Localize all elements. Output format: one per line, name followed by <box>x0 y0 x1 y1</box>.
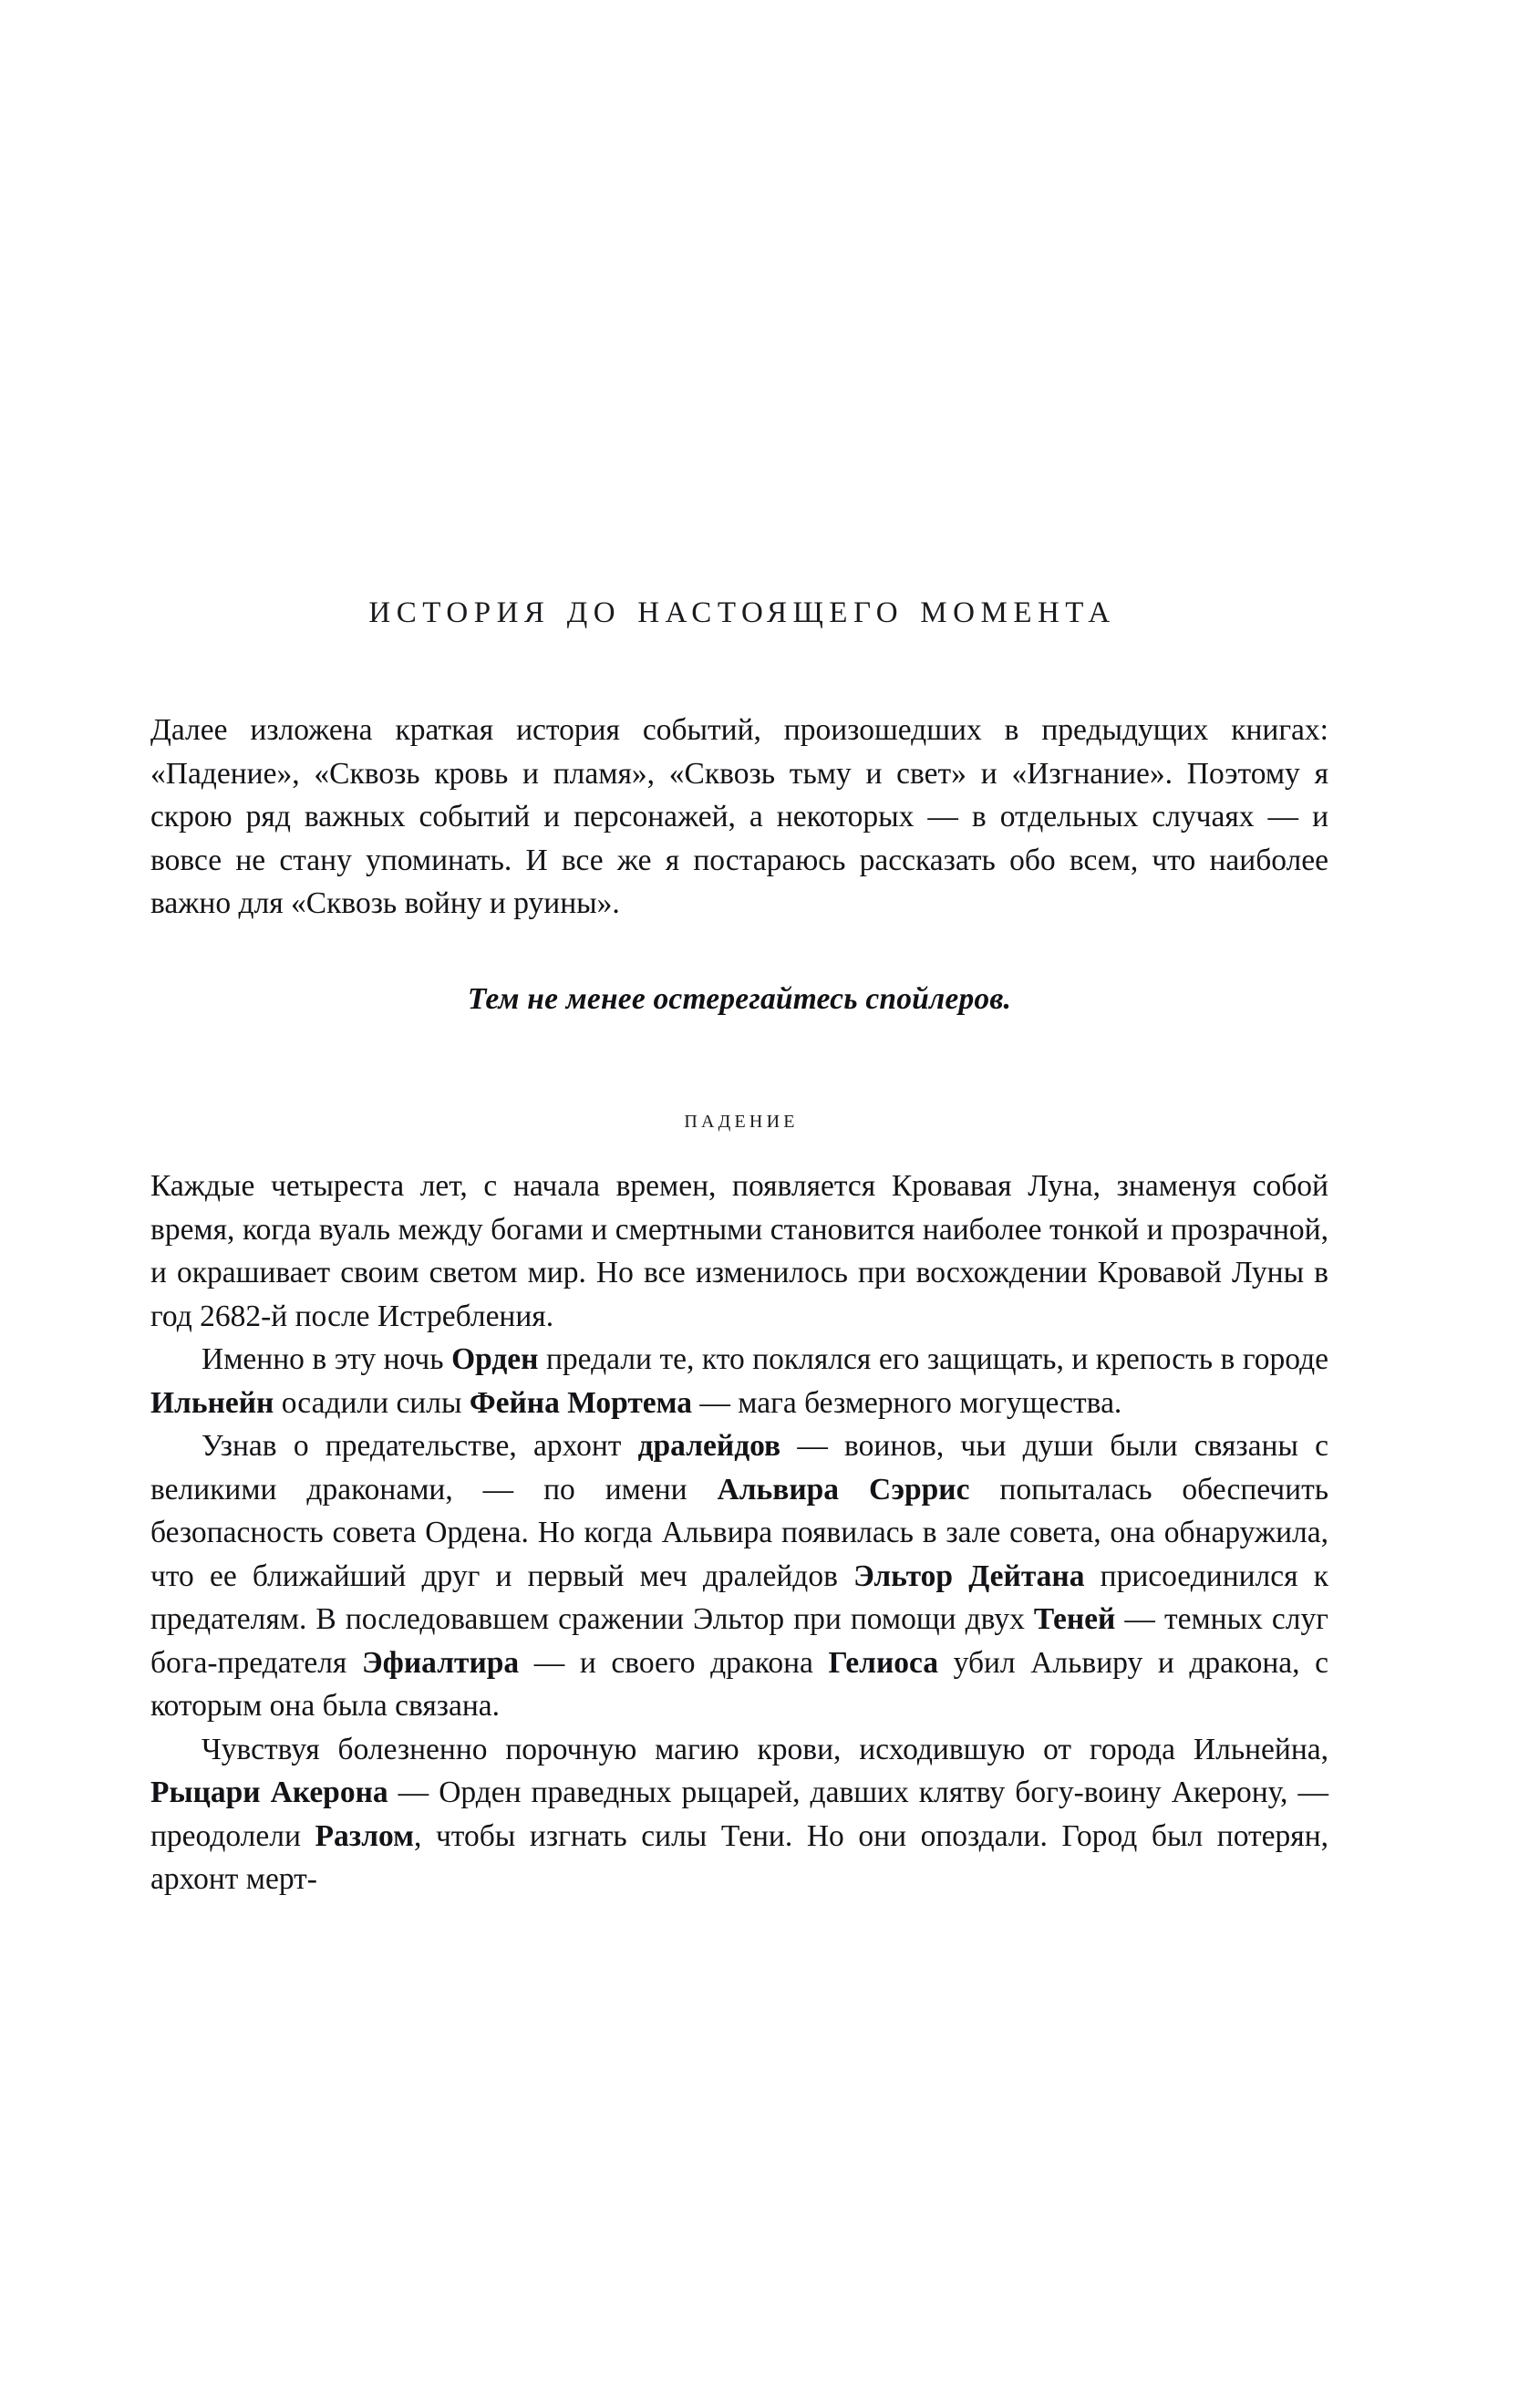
paragraph-text: , чтобы изгнать силы Тени. Но они опоздали. Город был потерян, архонт мерт- <box>150 1818 1329 1897</box>
paragraph-text: Чувствуя болезненно порочную магию крови, исходившую от города Ильнейна, <box>202 1732 1328 1766</box>
emphasized-term: дралейдов <box>637 1429 781 1464</box>
emphasized-term: Эльтор Дейтана <box>853 1558 1085 1593</box>
spoiler-warning: Тем не менее остерегайтесь спойлеров. <box>467 981 1012 1016</box>
text-column <box>150 584 1328 1901</box>
emphasized-term: Фейна Мортема <box>469 1385 692 1420</box>
section-paragraph <box>150 1424 1328 1728</box>
emphasized-term: Разлом <box>315 1818 414 1853</box>
paragraph-text: Каждые четыреста лет, с начала времен, появляется Кровавая Луна, знаменуя собой время, когда вуаль между богами и смертными становится наиболее тонкой и прозрачной, и окрашивает своим светом мир. Но все изменилось при восхождении Кровавой Луны в год 2682-й после Истребления. <box>150 1169 1328 1333</box>
paragraph-text: Именно в эту ночь <box>202 1342 452 1377</box>
paragraph-text: — воинов, чьи души были связаны с великими драконами, — по имени <box>150 1429 1329 1507</box>
paragraph-text: осадили силы <box>274 1385 470 1420</box>
paragraph-text: — Орден праведных рыцарей, давших клятву богу-воину Акерону, — преодолели <box>150 1776 1328 1853</box>
emphasized-term: Ильнейн <box>150 1385 274 1420</box>
emphasized-term: Теней <box>1033 1602 1116 1637</box>
paragraph-text: — и своего дракона <box>519 1645 829 1680</box>
paragraph-text: — темных слуг бога-предателя <box>150 1602 1328 1680</box>
paragraph-text: предали те, кто поклялся его защищать, и крепость в городе <box>538 1342 1328 1377</box>
paragraph-text: убил Альвиру и дракона, с которым она была связана. <box>150 1645 1328 1724</box>
section-paragraph <box>150 1728 1328 1901</box>
paragraph-text: попыталась обеспечить безопасность совета Ордена. Но когда Альвира появилась в зале совета, она обнаружила, что ее ближайший друг и первый меч дралейдов <box>150 1472 1329 1593</box>
intro-paragraph: Далее изложена краткая история событий, произошедших в предыдущих книгах: «Падение», «Сквозь кровь и пламя», «Сквозь тьму и свет» и «Изгнание». Поэтому я скрою ряд важных событий и персонажей, а некоторых — в отдельных случаях — и вовсе не стану упоминать. И все же я постараюсь рассказать обо всем, что наиболее важно для «Сквозь войну и руины». <box>150 713 1328 921</box>
section-paragraph <box>150 1338 1328 1424</box>
emphasized-term: Рыцари Акерона <box>150 1776 388 1810</box>
section-heading-padenie: падение <box>684 1103 799 1134</box>
emphasized-term: Альвира Сэррис <box>717 1472 970 1507</box>
paragraph-text: присоединился к предателям. В последовавшем сражении Эльтор при помощи двух <box>150 1558 1328 1637</box>
section-paragraph <box>150 1165 1328 1338</box>
paragraph-text: — мага безмерного могущества. <box>692 1385 1122 1420</box>
page-title: история до настоящего момента <box>368 585 1116 632</box>
emphasized-term: Орден <box>451 1342 539 1377</box>
emphasized-term: Гелиоса <box>828 1645 939 1680</box>
paragraph-text: Узнав о предательстве, архонт <box>202 1429 638 1464</box>
section-body <box>150 1165 1328 1901</box>
emphasized-term: Эфиалтира <box>361 1645 520 1680</box>
